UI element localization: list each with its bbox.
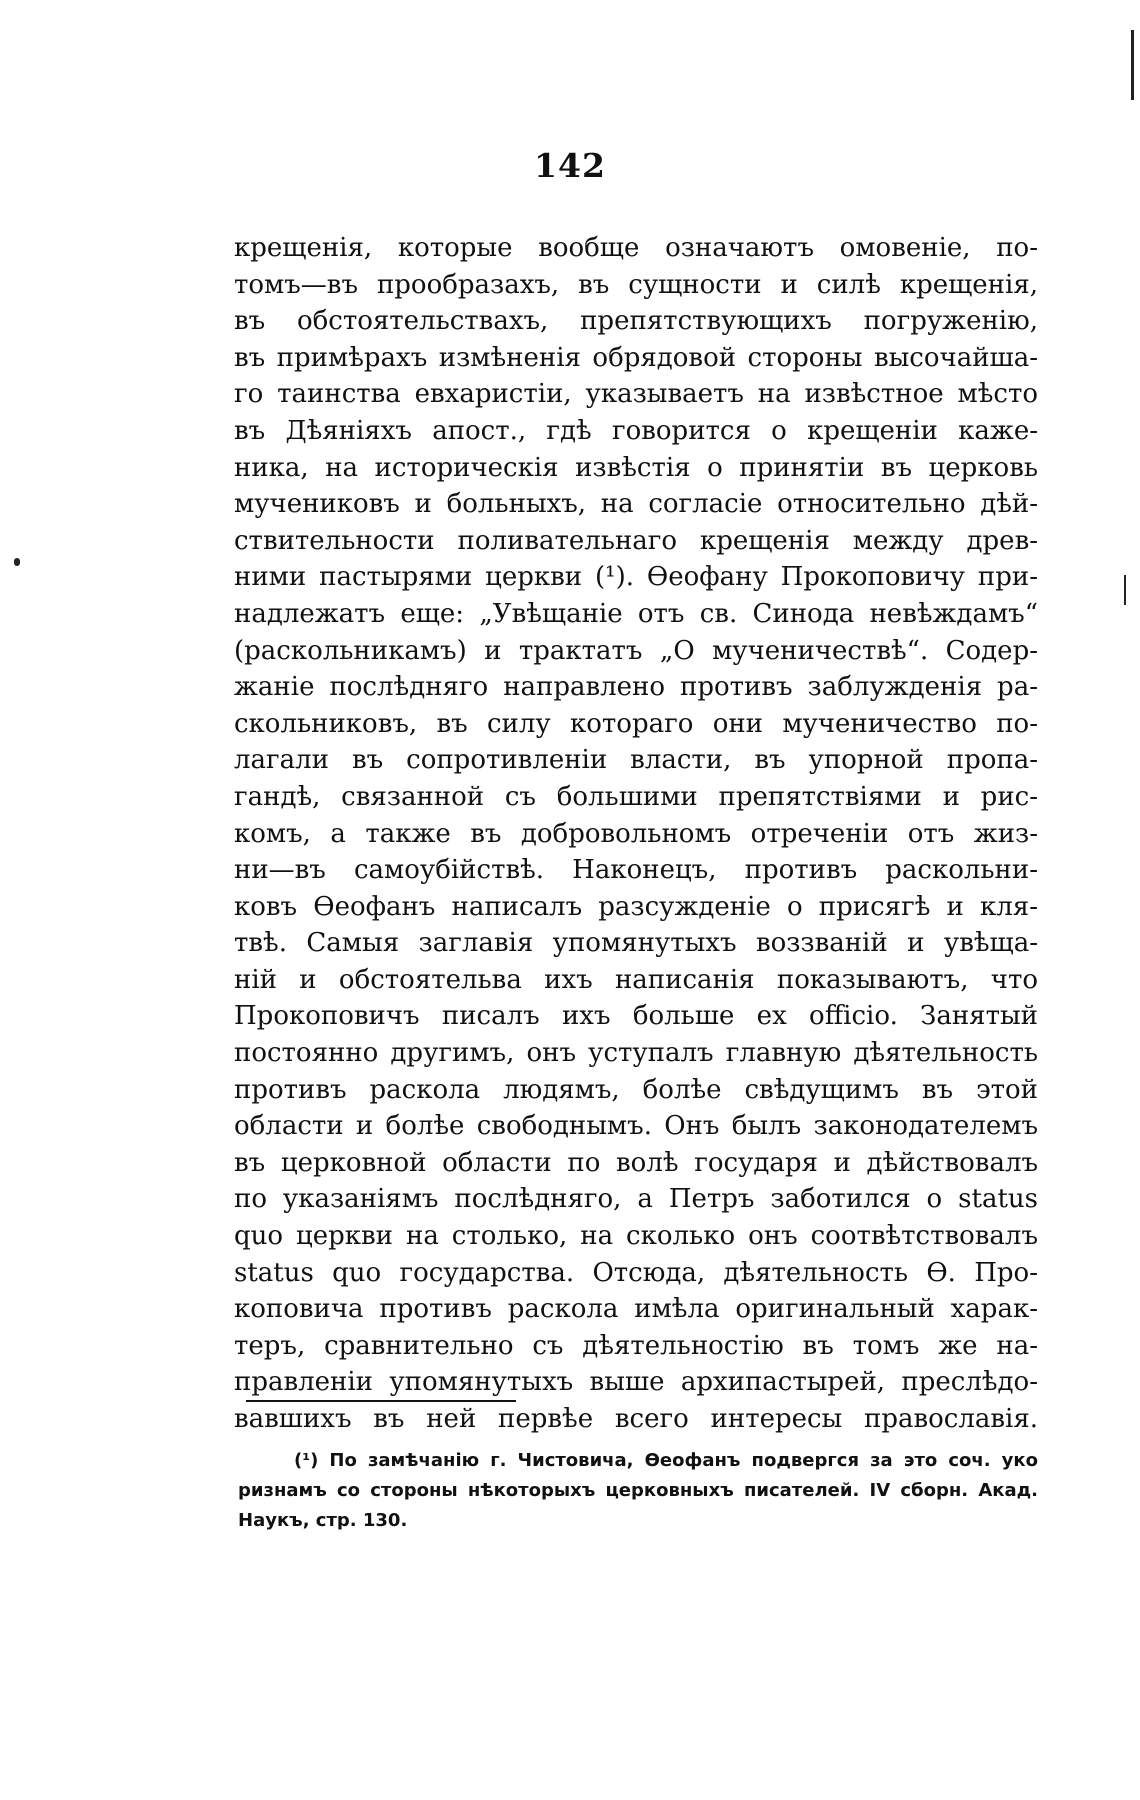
text-line: области и болѣе свободнымъ. Онъ былъ законодателемъ [234,1111,1038,1142]
text-line: гандѣ, связанной съ большими препятствіями и рис- [234,781,1038,812]
text-line: вавшихъ въ ней первѣе всего интересы православія. [234,1404,1038,1434]
text-line: жаніе послѣдняго направлено противъ заблужденія ра- [234,672,1038,703]
footnote-line: Наукъ, стр. 130. [238,1510,408,1531]
text-line: крещенія, которые вообще означаютъ омовеніе, по- [234,233,1038,263]
text-line: противъ раскола людямъ, болѣе свѣдущимъ въ этой [234,1074,1038,1105]
text-line: комъ, а также въ добровольномъ отреченіи отъ жиз- [234,818,1038,849]
text-line: въ Дѣяніяхъ апост., гдѣ говорится о крещеніи каже- [234,415,1038,446]
footnote-line: (¹) По замѣчанію г. Чистовича, Ѳеофанъ подвергся за это соч. уко [294,1450,1038,1471]
scan-speck [14,558,20,566]
text-line: надлежатъ еще: „Увѣщаніе отъ св. Синода невѣждамъ“ [234,598,1038,629]
scan-edge-mark [1124,575,1126,605]
text-line: правленіи упомянутыхъ выше архипастырей, преслѣдо- [234,1367,1038,1398]
text-line: ствительности поливательнаго крещенія между древ- [234,525,1038,556]
text-line: ника, на историческія извѣстія о принятіи въ церковь [234,452,1038,483]
page-number: 142 [534,146,606,185]
text-line: (раскольникамъ) и трактатъ „О мученичествѣ“. Содер- [234,635,1038,666]
text-line: твѣ. Самыя заглавія упомянутыхъ воззваній и увѣща- [234,928,1038,959]
text-line: ними пастырями церкви (¹). Ѳеофану Прокоповичу при- [234,562,1038,593]
text-line: ковъ Ѳеофанъ написалъ разсужденіе о присягѣ и кля- [234,891,1038,922]
text-line: въ примѣрахъ измѣненія обрядовой стороны высочайша- [234,342,1038,373]
text-line: въ обстоятельствахъ, препятствующихъ погруженію, [234,306,1038,337]
body-text [234,230,1038,1438]
text-line: томъ—въ прообразахъ, въ сущности и силѣ крещенія, [234,269,1038,300]
text-line: коповича противъ раскола имѣла оригинальный харак- [234,1294,1038,1325]
text-line: status quo государства. Отсюда, дѣятельность Ѳ. Про- [234,1257,1038,1288]
text-line: скольниковъ, въ силу котораго они мученичество по- [234,708,1038,739]
footnote-line: ризнамъ со стороны нѣкоторыхъ церковныхъ писателей. IV сборн. Акад. [238,1480,1038,1501]
text-line: по указаніямъ послѣдняго, а Петръ заботился о status [234,1184,1038,1215]
text-line: въ церковной области по волѣ государя и дѣйствовалъ [234,1147,1038,1178]
text-line: ни—въ самоубійствѣ. Наконецъ, противъ раскольни- [234,855,1038,886]
text-line: quo церкви на столько, на сколько онъ соотвѣтствовалъ [234,1221,1038,1252]
scan-edge-mark [1131,30,1134,100]
text-line: ній и обстоятельва ихъ написанія показываютъ, что [234,964,1038,995]
text-line: теръ, сравнительно съ дѣятельностію въ томъ же на- [234,1330,1038,1361]
footnotes [238,1446,1038,1536]
text-line: Прокоповичъ писалъ ихъ больше ex officio. Занятый [234,1001,1038,1032]
text-line: го таинства евхаристіи, указываетъ на извѣстное мѣсто [234,379,1038,410]
text-line: постоянно другимъ, онъ уступалъ главную дѣятельность [234,1038,1038,1069]
text-line: мучениковъ и больныхъ, на согласіе относительно дѣй- [234,489,1038,520]
footnote-divider [246,1400,516,1402]
text-line: лагали въ сопротивленіи власти, въ упорной пропа- [234,745,1038,776]
